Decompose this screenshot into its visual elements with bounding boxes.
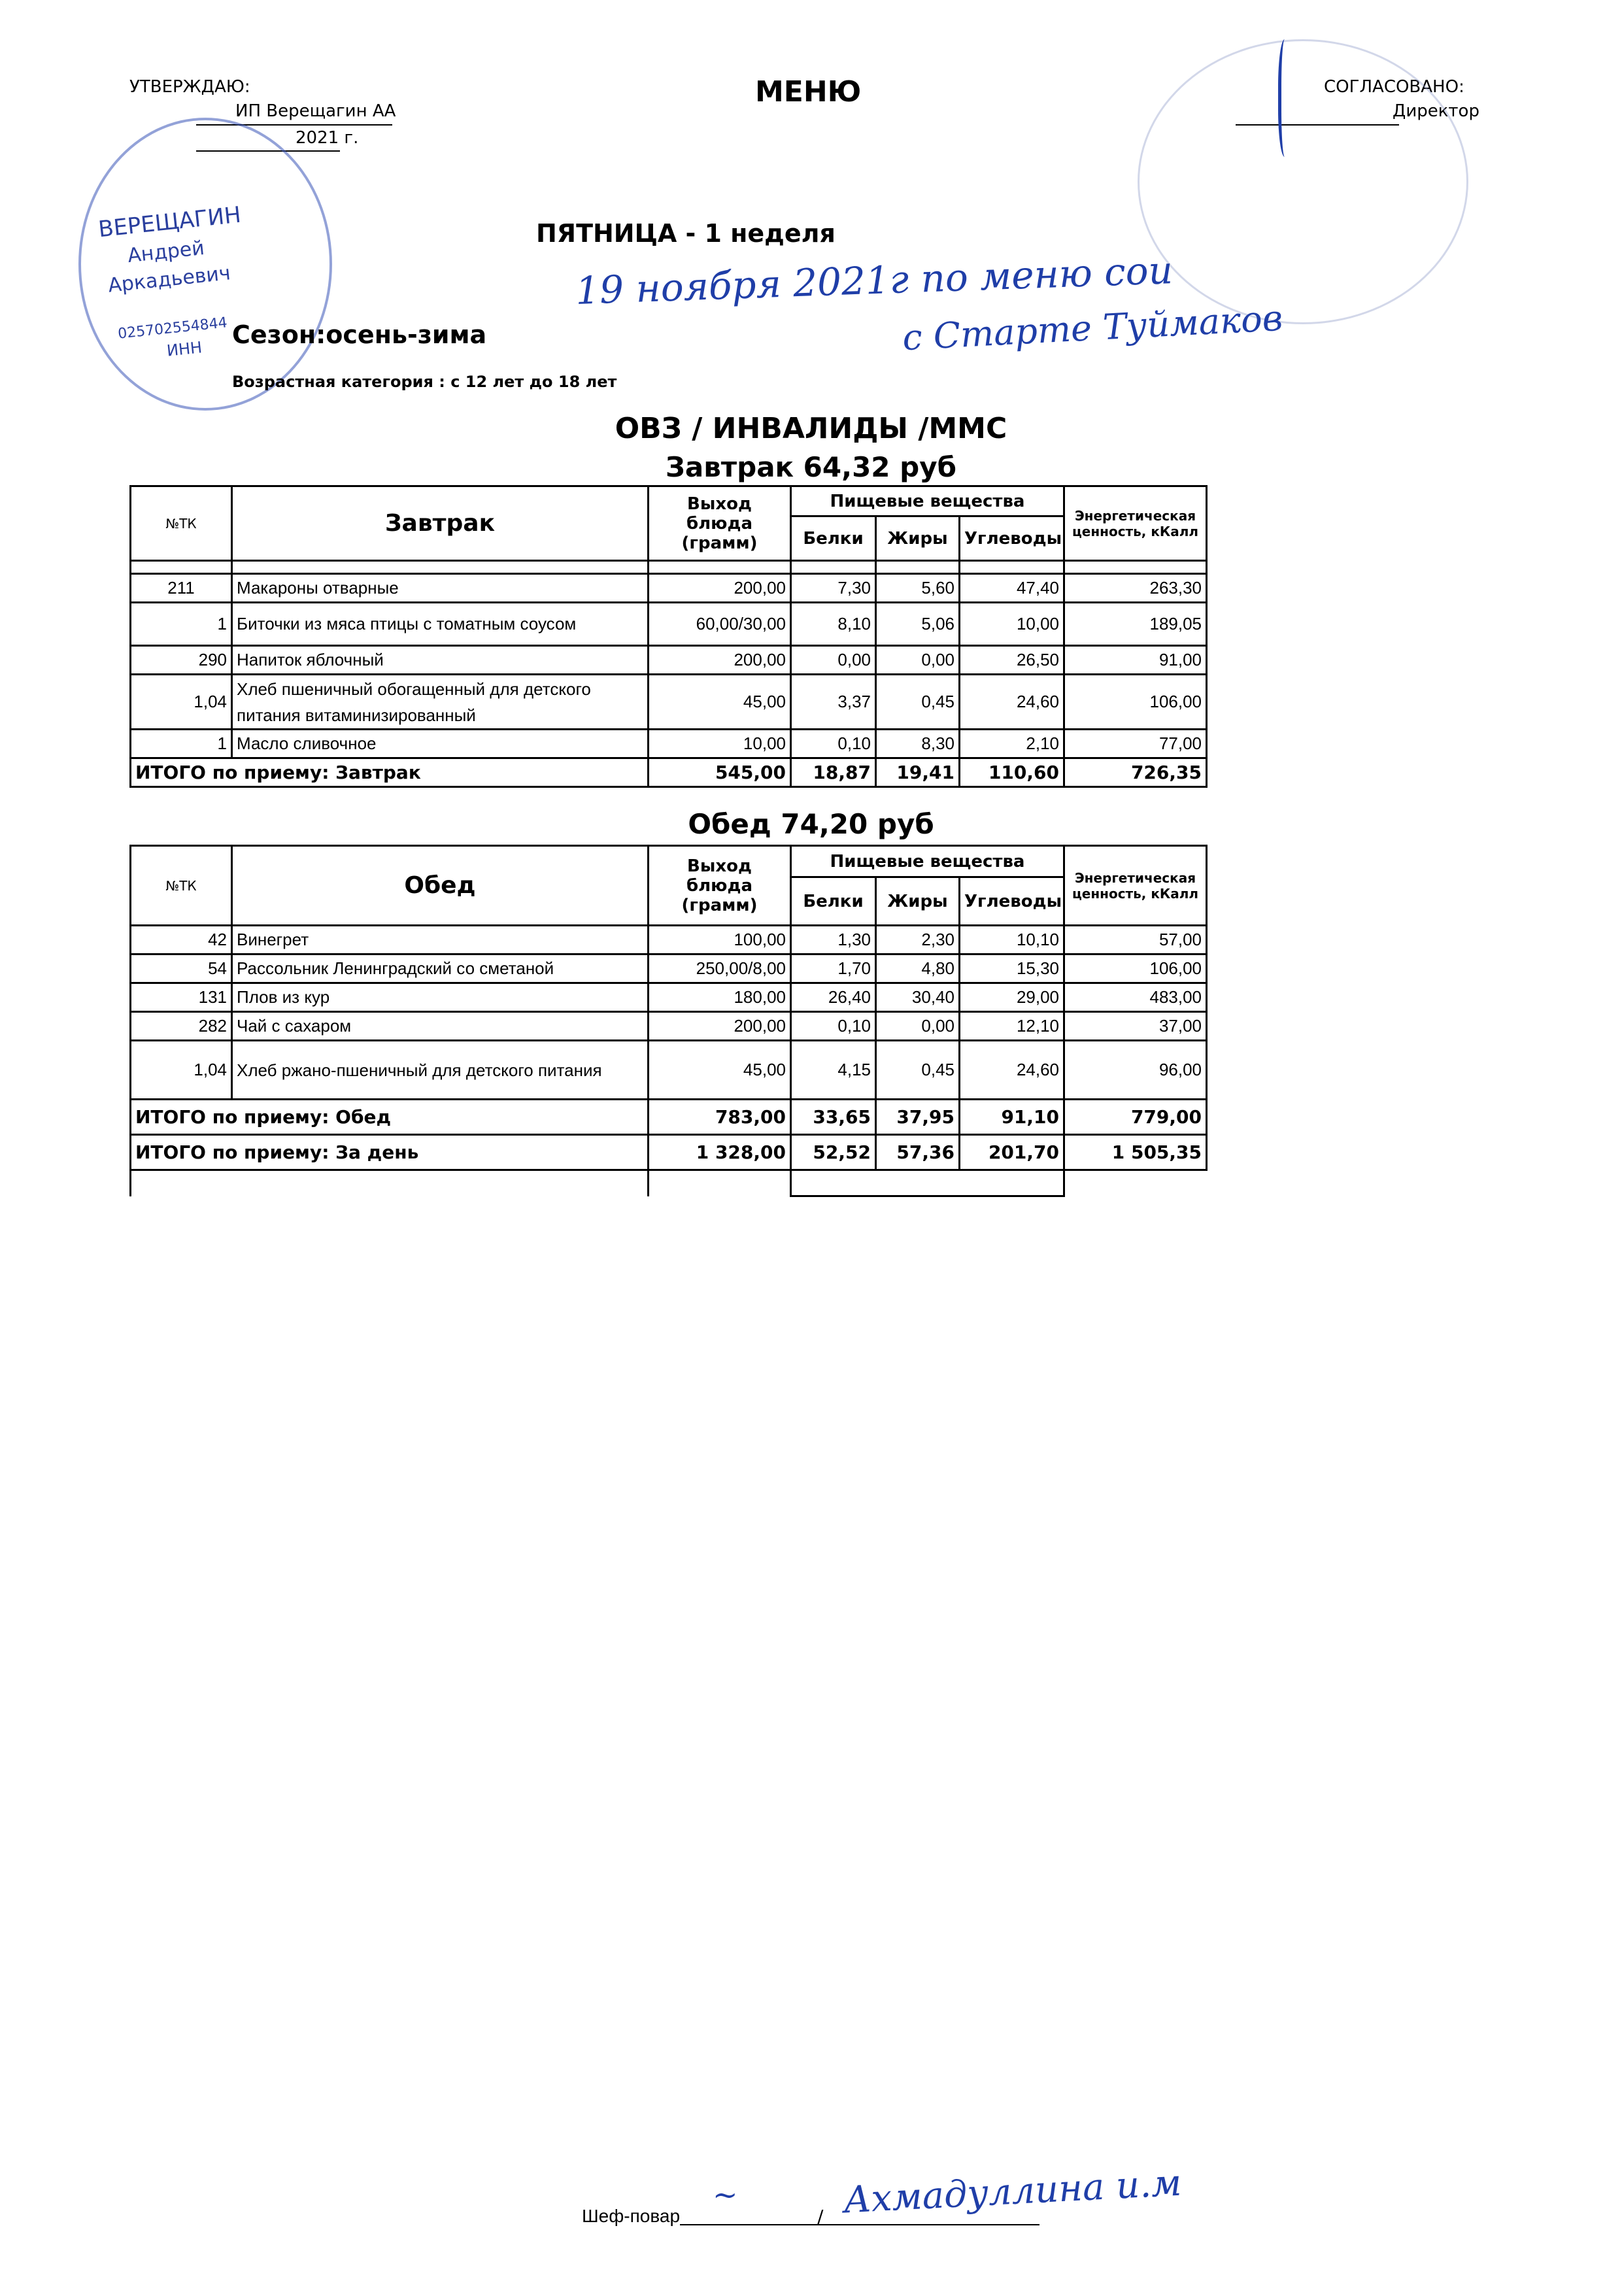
row-num: 290 bbox=[131, 646, 232, 675]
row-energy: 37,00 bbox=[1064, 1012, 1207, 1041]
row-energy: 106,00 bbox=[1064, 675, 1207, 730]
row-yield: 100,00 bbox=[649, 926, 791, 954]
row-proteins: 3,37 bbox=[791, 675, 876, 730]
row-proteins: 4,15 bbox=[791, 1041, 876, 1100]
row-carbs: 47,40 bbox=[960, 574, 1064, 603]
col-name: Обед bbox=[232, 846, 649, 926]
chef-name: Ахмадуллина и.м bbox=[842, 2161, 1183, 2222]
row-yield: 45,00 bbox=[649, 1041, 791, 1100]
stamp-line-5: ИНН bbox=[165, 338, 203, 360]
row-num: 1 bbox=[131, 730, 232, 758]
signature-right-icon bbox=[1278, 39, 1294, 157]
approve-year: 2021 г. bbox=[296, 128, 359, 148]
row-energy: 106,00 bbox=[1064, 954, 1207, 983]
row-energy: 91,00 bbox=[1064, 646, 1207, 675]
handwritten-note-line-1: 19 ноября 2021г по меню сои bbox=[575, 248, 1174, 313]
col-yield-line-2: (грамм) bbox=[681, 533, 758, 553]
col-name: Завтрак bbox=[232, 486, 649, 561]
row-yield: 250,00/8,00 bbox=[649, 954, 791, 983]
row-name: Винегрет bbox=[232, 926, 649, 954]
approver-name: ИП Верещагин АА bbox=[235, 101, 396, 121]
col-nutrients: Пищевые вещества bbox=[791, 846, 1064, 877]
col-yield bbox=[649, 846, 791, 926]
row-proteins: 0,10 bbox=[791, 730, 876, 758]
row-yield: 10,00 bbox=[649, 730, 791, 758]
total-label: ИТОГО по приему: Обед bbox=[131, 1100, 649, 1135]
row-carbs: 10,00 bbox=[960, 603, 1064, 646]
row-name: Напиток яблочный bbox=[232, 646, 649, 675]
row-proteins: 0,10 bbox=[791, 1012, 876, 1041]
row-fats: 0,45 bbox=[876, 1041, 960, 1100]
row-carbs: 24,60 bbox=[960, 675, 1064, 730]
row-yield: 200,00 bbox=[649, 574, 791, 603]
row-fats: 0,00 bbox=[876, 646, 960, 675]
col-carbs: Углеводы bbox=[960, 877, 1064, 926]
col-num: №ТК bbox=[131, 486, 232, 561]
row-name: Хлеб пшеничный обогащенный для детского питания витаминизированный bbox=[232, 675, 649, 730]
row-yield: 200,00 bbox=[649, 1012, 791, 1041]
row-energy: 96,00 bbox=[1064, 1041, 1207, 1100]
row-fats: 0,45 bbox=[876, 675, 960, 730]
table-row bbox=[131, 675, 1207, 730]
season: Сезон:осень-зима bbox=[232, 320, 487, 349]
col-carbs: Углеводы bbox=[960, 516, 1064, 561]
col-energy-line-1: Энергетическая bbox=[1074, 869, 1196, 886]
row-energy: 57,00 bbox=[1064, 926, 1207, 954]
row-name: Макароны отварные bbox=[232, 574, 649, 603]
col-energy-line-2: ценность, кКалл bbox=[1072, 885, 1199, 902]
total-proteins: 33,65 bbox=[791, 1100, 876, 1135]
day-total-yield: 1 328,00 bbox=[649, 1135, 791, 1170]
total-yield: 783,00 bbox=[649, 1100, 791, 1135]
col-energy-line-2: ценность, кКалл bbox=[1072, 523, 1199, 539]
lunch-table bbox=[129, 845, 1208, 1197]
row-num: 282 bbox=[131, 1012, 232, 1041]
table-row bbox=[131, 983, 1207, 1012]
row-fats: 0,00 bbox=[876, 1012, 960, 1041]
chef-separator-icon: / bbox=[817, 2206, 824, 2227]
row-name: Плов из кур bbox=[232, 983, 649, 1012]
row-energy: 189,05 bbox=[1064, 603, 1207, 646]
row-num: 131 bbox=[131, 983, 232, 1012]
row-carbs: 29,00 bbox=[960, 983, 1064, 1012]
row-fats: 4,80 bbox=[876, 954, 960, 983]
row-carbs: 24,60 bbox=[960, 1041, 1064, 1100]
table-row bbox=[131, 1012, 1207, 1041]
row-num: 54 bbox=[131, 954, 232, 983]
col-yield-line-1: Выход блюда bbox=[686, 494, 753, 533]
total-fats: 19,41 bbox=[876, 758, 960, 787]
col-num: №ТК bbox=[131, 846, 232, 926]
row-fats: 30,40 bbox=[876, 983, 960, 1012]
table-row bbox=[131, 926, 1207, 954]
total-fats: 37,95 bbox=[876, 1100, 960, 1135]
row-fats: 8,30 bbox=[876, 730, 960, 758]
row-yield: 200,00 bbox=[649, 646, 791, 675]
day-total-proteins: 52,52 bbox=[791, 1135, 876, 1170]
chef-signature-line bbox=[680, 2224, 814, 2225]
agreed-label: СОГЛАСОВАНО: bbox=[1324, 77, 1464, 97]
row-carbs: 26,50 bbox=[960, 646, 1064, 675]
row-proteins: 1,30 bbox=[791, 926, 876, 954]
total-carbs: 91,10 bbox=[960, 1100, 1064, 1135]
spacer-row bbox=[131, 561, 1207, 574]
col-fats: Жиры bbox=[876, 877, 960, 926]
lunch-section-title: Обед 74,20 руб bbox=[688, 808, 934, 840]
table-row bbox=[131, 954, 1207, 983]
total-row bbox=[131, 1100, 1207, 1135]
row-name: Биточки из мяса птицы с томатным соусом bbox=[232, 603, 649, 646]
col-energy bbox=[1064, 486, 1207, 561]
row-energy: 263,30 bbox=[1064, 574, 1207, 603]
row-yield: 180,00 bbox=[649, 983, 791, 1012]
chef-label: Шеф-повар bbox=[582, 2206, 681, 2226]
row-name: Чай с сахаром bbox=[232, 1012, 649, 1041]
row-energy: 77,00 bbox=[1064, 730, 1207, 758]
col-yield bbox=[649, 486, 791, 561]
group-title: ОВЗ / ИНВАЛИДЫ /ММС bbox=[615, 412, 1007, 445]
day-title: ПЯТНИЦА - 1 неделя bbox=[536, 219, 836, 248]
day-total-carbs: 201,70 bbox=[960, 1135, 1064, 1170]
col-fats: Жиры bbox=[876, 516, 960, 561]
col-nutrients: Пищевые вещества bbox=[791, 486, 1064, 516]
empty-row bbox=[131, 1170, 1207, 1196]
table-row bbox=[131, 1041, 1207, 1100]
row-num: 211 bbox=[131, 574, 232, 603]
row-name: Масло сливочное bbox=[232, 730, 649, 758]
handwritten-note-line-2: с Старте Туймаков bbox=[901, 297, 1284, 359]
row-fats: 2,30 bbox=[876, 926, 960, 954]
row-carbs: 10,10 bbox=[960, 926, 1064, 954]
total-energy: 726,35 bbox=[1064, 758, 1207, 787]
total-carbs: 110,60 bbox=[960, 758, 1064, 787]
stamp-line-1: ВЕРЕЩАГИН bbox=[97, 201, 243, 243]
col-energy bbox=[1064, 846, 1207, 926]
col-energy-line-1: Энергетическая bbox=[1074, 507, 1196, 524]
row-proteins: 1,70 bbox=[791, 954, 876, 983]
total-row bbox=[131, 758, 1207, 787]
stamp-line-2: Андрей bbox=[126, 236, 206, 268]
row-num: 1,04 bbox=[131, 675, 232, 730]
day-total-label: ИТОГО по приему: За день bbox=[131, 1135, 649, 1170]
breakfast-table bbox=[129, 485, 1208, 788]
table-row bbox=[131, 574, 1207, 603]
day-total-row bbox=[131, 1135, 1207, 1170]
age-category: Возрастная категория : с 12 лет до 18 лет bbox=[232, 373, 617, 391]
table-row bbox=[131, 646, 1207, 675]
row-num: 1 bbox=[131, 603, 232, 646]
row-proteins: 8,10 bbox=[791, 603, 876, 646]
stamp-line-4: 025702554844 bbox=[117, 314, 228, 343]
breakfast-section-title: Завтрак 64,32 руб bbox=[666, 451, 956, 483]
row-num: 1,04 bbox=[131, 1041, 232, 1100]
agreed-role: Директор bbox=[1393, 101, 1479, 121]
col-proteins: Белки bbox=[791, 877, 876, 926]
col-yield-line-1: Выход блюда bbox=[686, 856, 753, 896]
total-label: ИТОГО по приему: Завтрак bbox=[131, 758, 649, 787]
table-header-row bbox=[131, 846, 1207, 877]
table-header-row bbox=[131, 486, 1207, 516]
row-yield: 45,00 bbox=[649, 675, 791, 730]
row-proteins: 26,40 bbox=[791, 983, 876, 1012]
row-num: 42 bbox=[131, 926, 232, 954]
menu-title: МЕНЮ bbox=[755, 75, 862, 109]
row-yield: 60,00/30,00 bbox=[649, 603, 791, 646]
row-fats: 5,60 bbox=[876, 574, 960, 603]
row-carbs: 15,30 bbox=[960, 954, 1064, 983]
row-name: Хлеб ржано-пшеничный для детского питания bbox=[232, 1041, 649, 1100]
row-name: Рассольник Ленинградский со сметаной bbox=[232, 954, 649, 983]
row-proteins: 7,30 bbox=[791, 574, 876, 603]
table-row bbox=[131, 603, 1207, 646]
chef-signature-icon: ~ bbox=[713, 2177, 738, 2212]
day-total-energy: 1 505,35 bbox=[1064, 1135, 1207, 1170]
row-carbs: 2,10 bbox=[960, 730, 1064, 758]
table-row bbox=[131, 730, 1207, 758]
total-yield: 545,00 bbox=[649, 758, 791, 787]
col-yield-line-2: (грамм) bbox=[681, 895, 758, 915]
row-carbs: 12,10 bbox=[960, 1012, 1064, 1041]
chef-name-line bbox=[814, 2224, 1039, 2225]
stamp-line-3: Аркадьевич bbox=[107, 262, 232, 297]
approve-label: УТВЕРЖДАЮ: bbox=[129, 77, 250, 97]
row-energy: 483,00 bbox=[1064, 983, 1207, 1012]
day-total-fats: 57,36 bbox=[876, 1135, 960, 1170]
row-proteins: 0,00 bbox=[791, 646, 876, 675]
total-energy: 779,00 bbox=[1064, 1100, 1207, 1135]
total-proteins: 18,87 bbox=[791, 758, 876, 787]
row-fats: 5,06 bbox=[876, 603, 960, 646]
round-stamp-right-icon bbox=[1138, 39, 1468, 324]
col-proteins: Белки bbox=[791, 516, 876, 561]
